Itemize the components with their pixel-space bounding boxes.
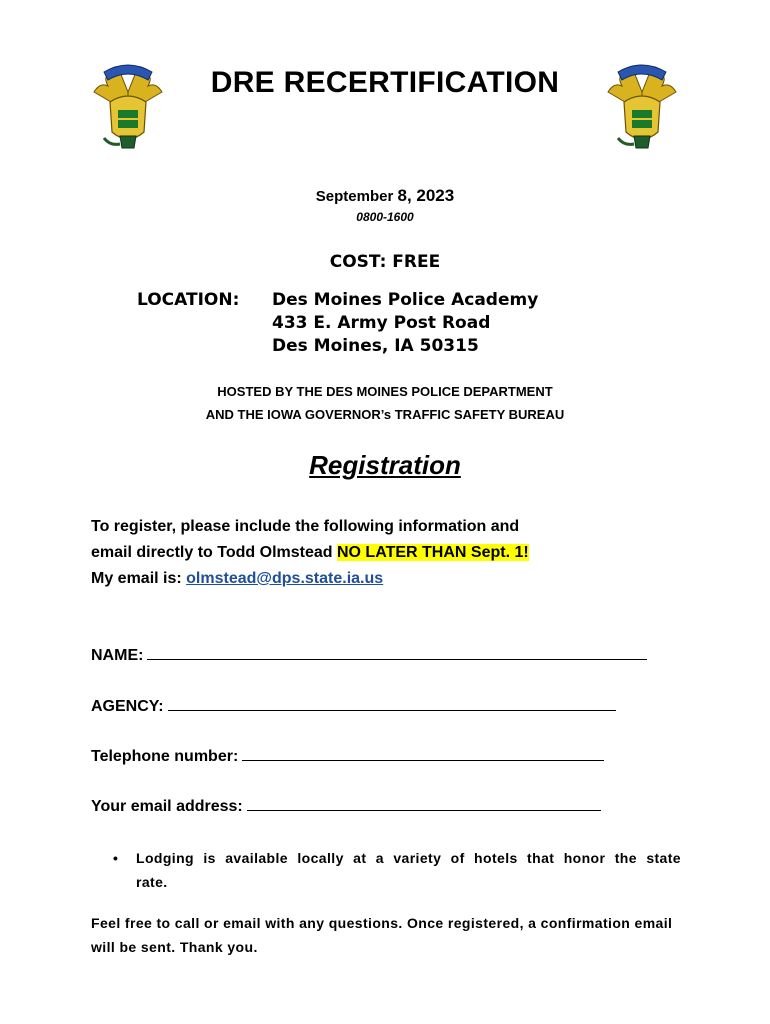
instructions-line-2-text: email directly to Todd Olmstead bbox=[91, 544, 337, 561]
location-label: LOCATION: bbox=[137, 290, 240, 310]
instructions-line-1: To register, please include the following information and bbox=[91, 518, 520, 535]
email-field[interactable] bbox=[91, 796, 601, 816]
deadline-highlight: NO LATER THAN Sept. 1! bbox=[336, 544, 529, 561]
email-field-line[interactable] bbox=[247, 796, 601, 811]
event-date-prefix: September bbox=[315, 188, 398, 205]
registration-instructions bbox=[91, 514, 691, 592]
hosted-line-1: HOSTED BY THE DES MOINES POLICE DEPARTMENT bbox=[217, 384, 553, 399]
agency-field-line[interactable] bbox=[168, 696, 616, 711]
phone-field[interactable] bbox=[91, 746, 604, 766]
registration-heading: Registration bbox=[309, 450, 461, 480]
location-line-2: 433 E. Army Post Road bbox=[272, 313, 491, 333]
name-field-line[interactable] bbox=[147, 645, 647, 660]
lodging-note: Lodging is available locally at a variety of hotels that honor the state rate. bbox=[136, 850, 681, 890]
hosted-line-2: AND THE IOWA GOVERNOR’s TRAFFIC SAFETY BUREAU bbox=[205, 407, 565, 422]
instructions-line-3 bbox=[91, 566, 691, 592]
agency-field-label: AGENCY: bbox=[91, 698, 164, 715]
event-cost: COST: FREE bbox=[329, 252, 441, 272]
closing-note: Feel free to call or email with any questions. Once registered, a confirmation email will be sent. Thank you. bbox=[91, 915, 673, 955]
event-date-num: 8, 2023 bbox=[397, 186, 455, 205]
page-title: DRE RECERTIFICATION bbox=[210, 66, 560, 99]
name-field[interactable] bbox=[91, 645, 647, 665]
phone-field-line[interactable] bbox=[242, 746, 604, 761]
instructions-line-2 bbox=[91, 540, 691, 566]
agency-field[interactable] bbox=[91, 696, 616, 716]
phone-field-label: Telephone number: bbox=[91, 748, 239, 765]
contact-email-link[interactable]: olmstead@dps.state.ia.us bbox=[186, 570, 384, 587]
instructions-line-3-text: My email is: bbox=[91, 570, 187, 587]
email-field-label: Your email address: bbox=[91, 798, 243, 815]
name-field-label: NAME: bbox=[91, 647, 144, 664]
bullet-dot-icon: • bbox=[113, 850, 118, 866]
event-time: 0800-1600 bbox=[356, 210, 414, 224]
location-line-3: Des Moines, IA 50315 bbox=[272, 336, 479, 356]
event-date bbox=[0, 186, 770, 206]
location-line-1: Des Moines Police Academy bbox=[272, 290, 539, 310]
